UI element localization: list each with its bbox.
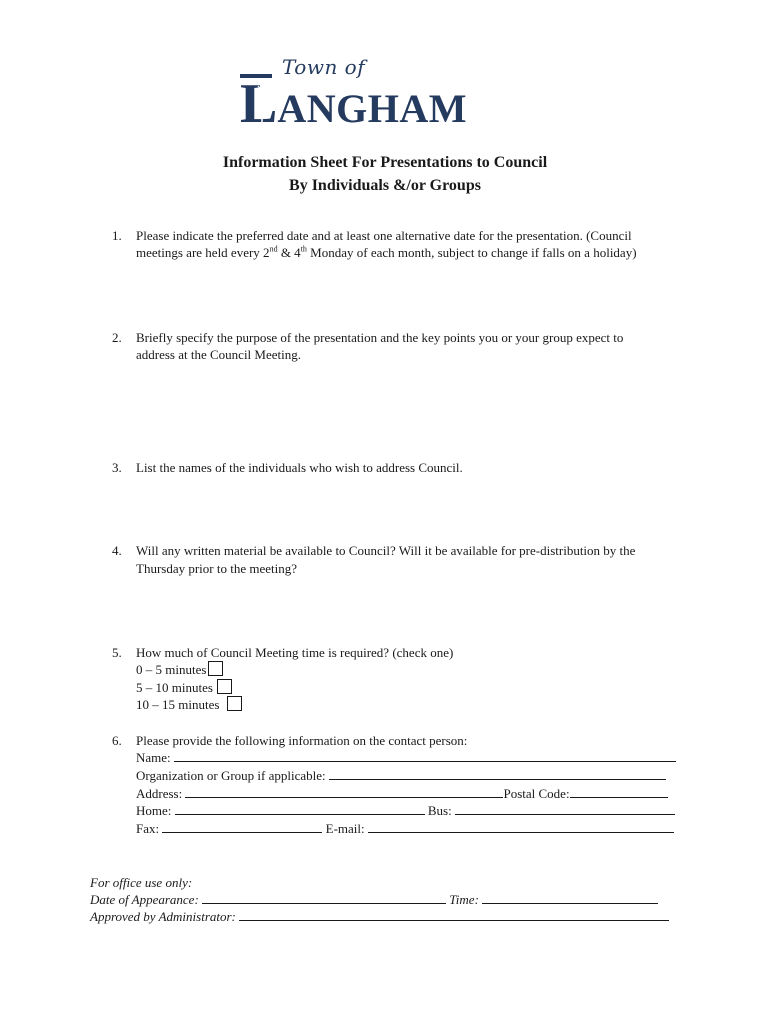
address-field[interactable] — [185, 785, 503, 798]
wheat-icon — [256, 84, 268, 128]
question-number: 3. — [112, 460, 122, 475]
fax-email-row: Fax: E-mail: — [136, 820, 674, 837]
approved-by-field[interactable] — [239, 908, 669, 921]
office-use-heading: For office use only: — [90, 875, 193, 890]
logo-town-of: Town of — [282, 55, 366, 79]
question-number: 5. — [112, 645, 122, 660]
time-option-5-10: 5 – 10 minutes — [136, 679, 232, 696]
postal-code-field[interactable] — [570, 785, 668, 798]
time-option-0-5: 0 – 5 minutes — [136, 661, 223, 678]
town-logo — [240, 73, 532, 135]
phone-row: Home: Bus: — [136, 802, 675, 819]
page-subtitle: By Individuals &/or Groups — [289, 177, 481, 194]
date-of-appearance-row: Date of Appearance: Time: — [90, 891, 658, 908]
page-title: Information Sheet For Presentations to Council — [222, 154, 548, 171]
question-number: 1. — [112, 228, 122, 243]
fax-field[interactable] — [162, 820, 322, 833]
question-1-text-2: meetings are held every 2nd & 4th Monday of each month, subject to change if falls on a holiday) — [136, 244, 637, 260]
date-of-appearance-field[interactable] — [202, 891, 446, 904]
question-4-text-2: Thursday prior to the meeting? — [136, 561, 298, 576]
question-6-text: Please provide the following information on the contact person: — [136, 733, 468, 748]
logo-wordmark: ANGHAM — [277, 86, 467, 131]
checkbox-10-15-minutes[interactable] — [227, 696, 242, 711]
checkbox-0-5-minutes[interactable] — [208, 661, 223, 676]
question-3-text: List the names of the individuals who wish to address Council. — [136, 460, 463, 475]
question-1-text: Please indicate the preferred date and at least one alternative date for the presentation. (Council — [136, 228, 632, 243]
question-2-text: Briefly specify the purpose of the presentation and the key points you or your group expect to — [136, 330, 624, 345]
name-row: Name: — [136, 749, 676, 766]
question-number: 2. — [112, 330, 122, 345]
checkbox-5-10-minutes[interactable] — [217, 679, 232, 694]
question-2-text-2: address at the Council Meeting. — [136, 347, 301, 362]
question-number: 6. — [112, 733, 122, 748]
address-row: Address: Postal Code: — [136, 785, 668, 802]
organization-field[interactable] — [329, 767, 666, 780]
time-option-10-15: 10 – 15 minutes — [136, 696, 242, 713]
question-number: 4. — [112, 543, 122, 558]
approved-row: Approved by Administrator: — [90, 908, 669, 925]
logo-first-letter: L — [240, 73, 278, 135]
question-5-text: How much of Council Meeting time is required? (check one) — [136, 645, 454, 660]
name-field[interactable] — [174, 749, 676, 762]
question-4-text: Will any written material be available to Council? Will it be available for pre-distribution by the — [136, 543, 636, 558]
organization-row: Organization or Group if applicable: — [136, 767, 666, 784]
time-field[interactable] — [482, 891, 658, 904]
business-phone-field[interactable] — [455, 802, 675, 815]
email-field[interactable] — [368, 820, 674, 833]
home-phone-field[interactable] — [175, 802, 425, 815]
